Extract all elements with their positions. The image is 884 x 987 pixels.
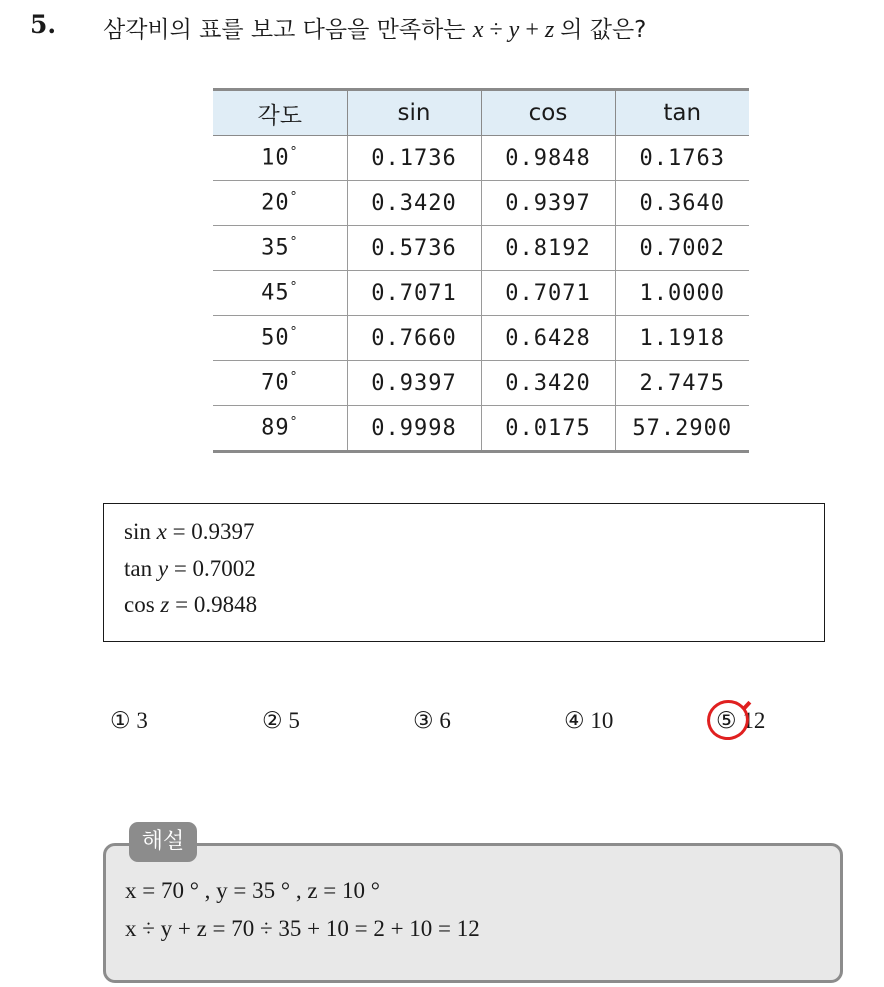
table-row	[213, 361, 749, 406]
tan-cell: 0.1763	[615, 136, 749, 181]
cos-cell: 0.9848	[481, 136, 615, 181]
solution-box	[103, 843, 843, 983]
cos-cell: 0.0175	[481, 406, 615, 452]
expr-plus: +	[525, 17, 539, 43]
question-prompt: 삼각비의 표를 보고 다음을 만족하는	[103, 17, 466, 43]
angle-value: 10	[261, 145, 290, 171]
degree-symbol: °	[289, 145, 299, 161]
degree-symbol: °	[289, 415, 299, 431]
angle-value: 20	[261, 190, 290, 216]
sin-cell: 0.5736	[347, 226, 481, 271]
sin-cell: 0.9998	[347, 406, 481, 452]
angle-cell	[213, 406, 347, 452]
cos-cell: 0.6428	[481, 316, 615, 361]
expr-div: ÷	[489, 17, 503, 43]
cos-cell: 0.8192	[481, 226, 615, 271]
table-row	[213, 226, 749, 271]
question-expression	[473, 17, 560, 43]
choice-2[interactable]	[262, 708, 300, 734]
table-row	[213, 271, 749, 316]
cos-cell: 0.9397	[481, 181, 615, 226]
choice-value: 6	[439, 708, 451, 733]
question-suffix: 의 값은?	[560, 17, 647, 43]
tan-cell: 1.0000	[615, 271, 749, 316]
angle-cell	[213, 136, 347, 181]
choice-3[interactable]	[413, 708, 451, 734]
condition-fn: tan	[124, 556, 153, 581]
choice-number: ④	[564, 708, 585, 734]
choice-value: 10	[590, 708, 614, 733]
degree-symbol: °	[289, 370, 299, 386]
header-tan: tan	[615, 90, 749, 136]
solution-line-2: x ÷ y + z = 70 ÷ 35 + 10 = 2 + 10 = 12	[125, 916, 480, 941]
trig-table	[213, 88, 749, 453]
solution-tag: 해설	[129, 822, 197, 862]
table-body	[213, 136, 749, 452]
header-sin: sin	[347, 90, 481, 136]
solution-line-1: x = 70 ° , y = 35 ° , z = 10 °	[125, 878, 380, 903]
tan-cell: 2.7475	[615, 361, 749, 406]
condition-box	[103, 503, 825, 642]
angle-cell	[213, 271, 347, 316]
tan-cell: 1.1918	[615, 316, 749, 361]
condition-value: = 0.7002	[168, 556, 256, 581]
cos-cell: 0.3420	[481, 361, 615, 406]
table-row	[213, 181, 749, 226]
table-header-row	[213, 90, 749, 136]
condition-tan	[124, 556, 256, 582]
condition-value: = 0.9848	[169, 592, 258, 617]
degree-symbol: °	[289, 190, 299, 206]
tan-cell: 57.2900	[615, 406, 749, 452]
degree-symbol: °	[289, 235, 299, 251]
sin-cell: 0.3420	[347, 181, 481, 226]
angle-cell	[213, 181, 347, 226]
angle-value: 45	[261, 280, 290, 306]
tan-cell: 0.3640	[615, 181, 749, 226]
angle-value: 50	[261, 325, 290, 351]
condition-var: x	[156, 519, 167, 544]
angle-value: 70	[261, 370, 290, 396]
condition-fn: cos	[124, 592, 155, 617]
choice-value: 3	[136, 708, 148, 733]
choice-number: ①	[110, 708, 131, 734]
question-text	[103, 11, 646, 44]
header-angle: 각도	[213, 90, 347, 136]
choice-number: ②	[262, 708, 283, 734]
degree-symbol: °	[289, 325, 299, 341]
header-cos: cos	[481, 90, 615, 136]
cos-cell: 0.7071	[481, 271, 615, 316]
choice-number: ③	[413, 708, 434, 734]
condition-sin	[124, 519, 255, 545]
question-number: 5.	[30, 10, 57, 39]
angle-cell	[213, 226, 347, 271]
sin-cell: 0.7660	[347, 316, 481, 361]
selected-answer-mark	[703, 696, 752, 744]
expr-x: x	[472, 17, 484, 43]
choice-value: 5	[288, 708, 300, 733]
table-row	[213, 136, 749, 181]
angle-value: 89	[261, 415, 290, 441]
sin-cell: 0.9397	[347, 361, 481, 406]
table-row	[213, 406, 749, 452]
angle-value: 35	[261, 235, 290, 261]
expr-z: z	[544, 17, 555, 43]
choice-1[interactable]	[110, 708, 148, 734]
angle-cell	[213, 361, 347, 406]
condition-var: y	[157, 556, 169, 581]
condition-fn: sin	[124, 519, 151, 544]
angle-cell	[213, 316, 347, 361]
sin-cell: 0.1736	[347, 136, 481, 181]
expr-y: y	[508, 17, 520, 43]
choice-value: 12	[742, 708, 766, 733]
choice-number: ⑤	[716, 708, 737, 734]
tan-cell: 0.7002	[615, 226, 749, 271]
table-row	[213, 316, 749, 361]
sin-cell: 0.7071	[347, 271, 481, 316]
condition-value: = 0.9397	[166, 519, 255, 544]
degree-symbol: °	[289, 280, 299, 296]
choice-4[interactable]	[564, 708, 613, 734]
condition-var: z	[160, 592, 170, 617]
condition-cos	[124, 592, 257, 618]
